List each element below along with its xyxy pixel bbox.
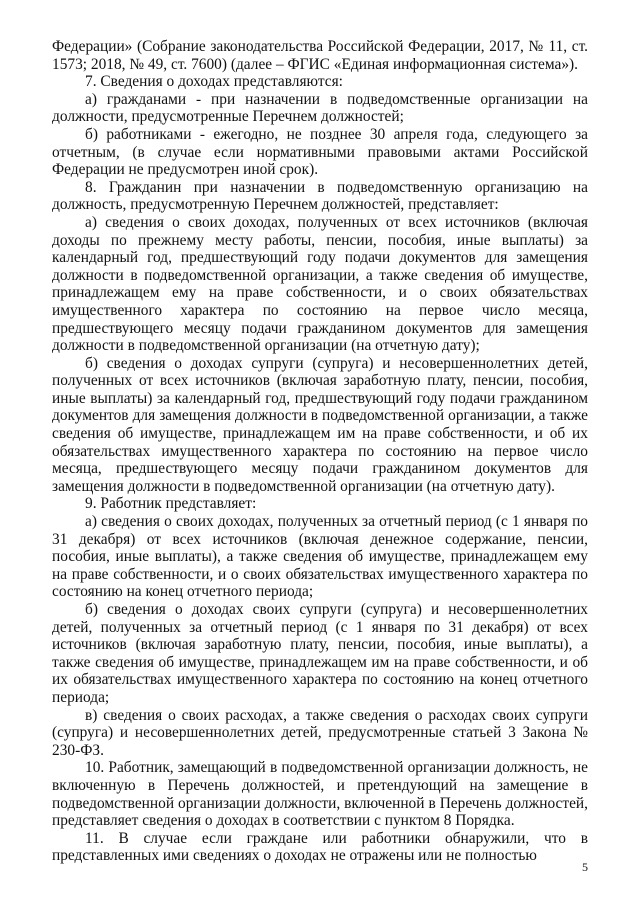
- paragraph-7a: а) гражданами - при назначении в подведомственные организации на должности, предусмотренные Перечнем должностей;: [52, 90, 588, 126]
- paragraph-continuation: Федерации» (Собрание законодательства Российской Федерации, 2017, № 11, ст. 1573; 2018, № 49, ст. 7600) (далее – ФГИС «Единая информационная система»).: [52, 38, 588, 73]
- paragraph-7b: б) работниками - ежегодно, не позднее 30 апреля года, следующего за отчетным, (в случае если нормативными правовыми актами Российской Федерации не предусмотрен иной срок).: [52, 125, 588, 179]
- paragraph-8: 8. Гражданин при назначении в подведомственную организацию на должность, предусмотренную Перечнем должностей, представляет:: [52, 178, 588, 214]
- document-body: [52, 38, 588, 865]
- paragraph-9b: б) сведения о доходах своих супруги (супруга) и несовершеннолетних детей, полученных за отчетный период (с 1 января по 31 декабря) от всех источников (включая заработную плату, пенсии, пособия, иные выплаты), а также сведения об имуществе, принадлежащем им на праве собственности, и об их обязательствах имущественного характера по состоянию на конец отчетного периода;: [52, 601, 588, 706]
- paragraph-11: 11. В случае если граждане или работники обнаружили, что в представленных ими сведениях о доходах не отражены или не полностью: [52, 829, 588, 865]
- paragraph-9a: а) сведения о своих доходах, полученных за отчетный период (с 1 января по 31 декабря) от всех источников (включая денежное содержание, пенсии, пособия, иные выплаты), а также сведения об имуществе, принадлежащем ему на праве собственности, и о своих обязательствах имущественного характера по состоянию на конец отчетного периода;: [52, 513, 588, 601]
- paragraph-7: 7. Сведения о доходах представляются:: [85, 73, 343, 91]
- paragraph-8a: а) сведения о своих доходах, полученных от всех источников (включая доходы по прежнему месту работы, пенсии, пособия, иные выплаты) за календарный год, предшествующий году подачи документов для замещения должности в подведомственной организации, а также сведения об имуществе, принадлежащем ему на праве собственности, и о своих обязательствах имущественного характера по состоянию на первое число месяца, предшествующего месяцу подачи гражданином документов для замещения должности в подведомственной организации (на отчетную дату);: [52, 213, 588, 355]
- paragraph-9: 9. Работник представляет:: [85, 495, 257, 513]
- paragraph-10: 10. Работник, замещающий в подведомственной организации должность, не включенную в Перечень должностей, и претендующий на замещение в подведомственной организации должности, включенной в Перечень должностей, представляет сведения о доходах в соответствии с пунктом 8 Порядка.: [52, 759, 588, 830]
- paragraph-8b: б) сведения о доходах супруги (супруга) и несовершеннолетних детей, полученных от всех источников (включая заработную плату, пенсии, пособия, иные выплаты) за календарный год, предшествующий году подачи гражданином документов для замещения должности в подведомственной организации, а также сведения об имуществе, принадлежащем им на праве собственности, и об их обязательствах имущественного характера по состоянию на первое число месяца, предшествующего месяцу подачи гражданином документов для замещения должности в подведомственной организации (на отчетную дату).: [52, 354, 588, 495]
- paragraph-9v: в) сведения о своих расходах, а также сведения о расходах своих супруги (супруга) и несовершеннолетних детей, предусмотренные статьей 3 Закона № 230-ФЗ.: [52, 706, 588, 759]
- page-number: 5: [582, 860, 588, 874]
